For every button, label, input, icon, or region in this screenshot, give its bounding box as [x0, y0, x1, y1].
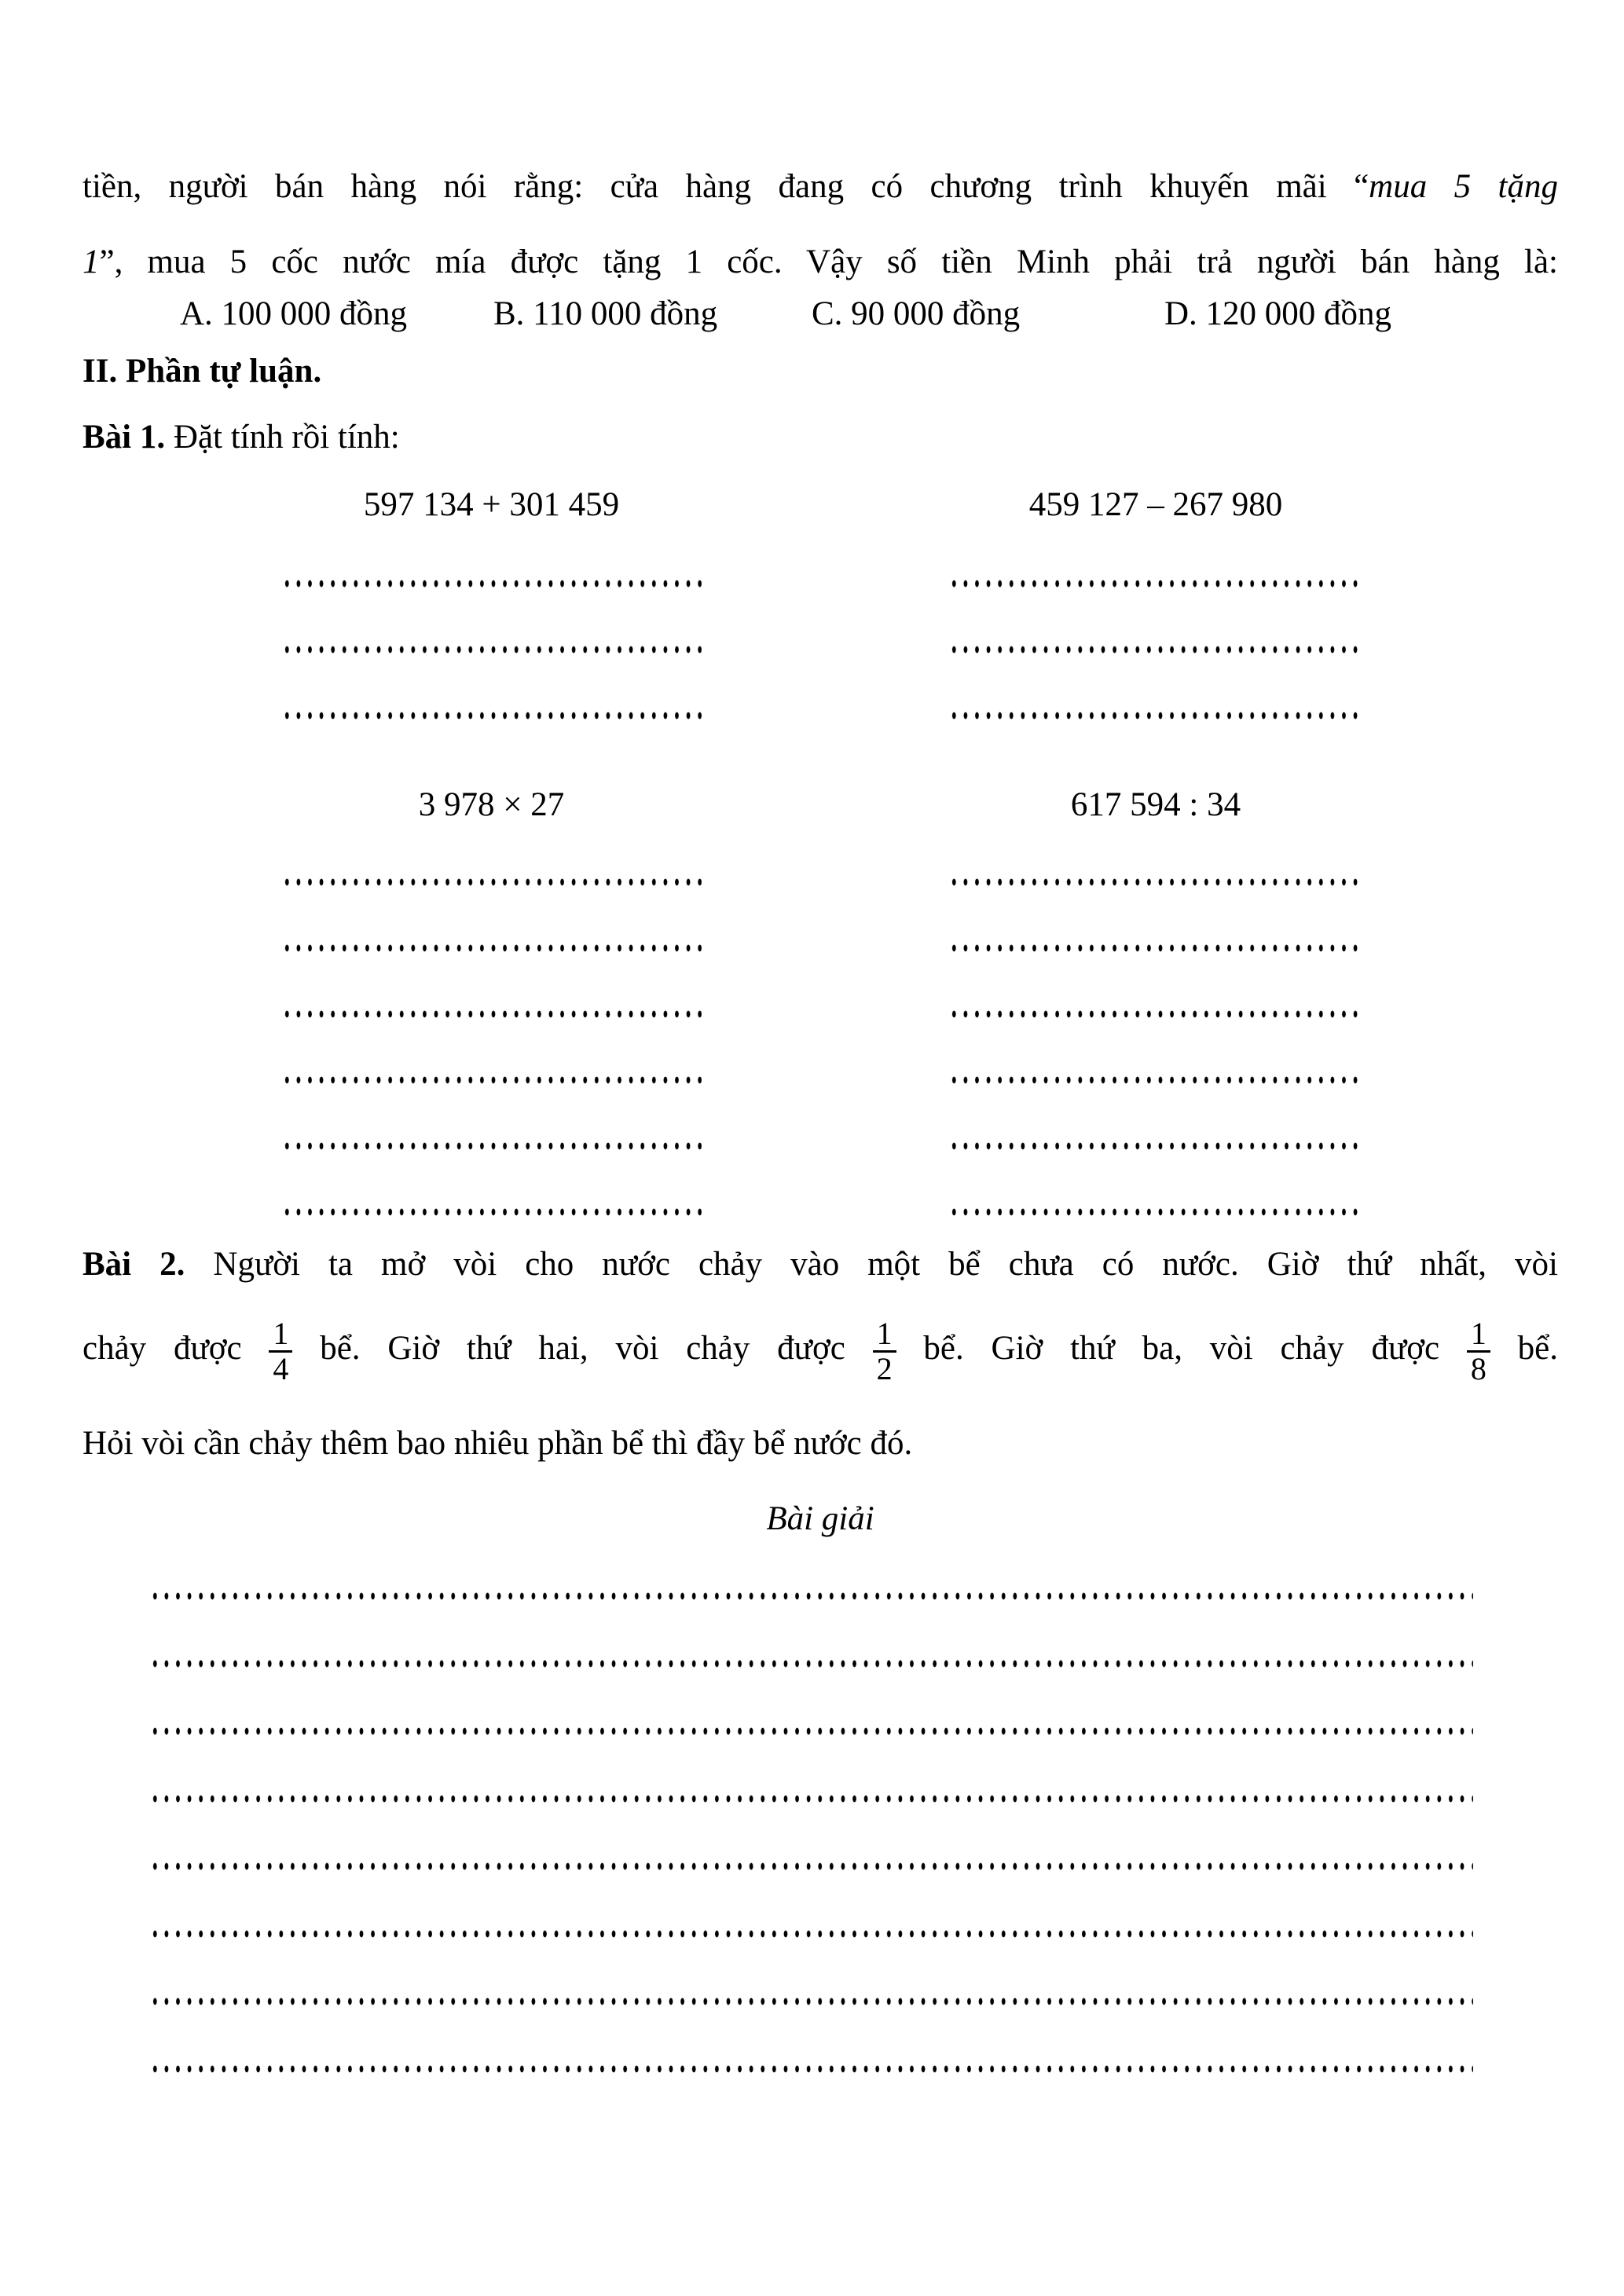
- fraction-one-fourth: [269, 1317, 292, 1386]
- solution-dotline: [149, 1794, 1473, 1803]
- fraction-denominator: 4: [269, 1350, 292, 1386]
- intro-line-2-italic: 1: [82, 244, 100, 280]
- math-expression-multiplication: 3 978 × 27: [418, 786, 565, 823]
- bai2-line-1-text: Người ta mở vòi cho nước chảy vào một bể chưa có nước. Giờ thứ nhất, vòi: [185, 1246, 1558, 1283]
- answer-dotline: [948, 645, 1363, 654]
- answer-dotline: [948, 1207, 1363, 1217]
- answer-dotline-row: [82, 711, 1558, 720]
- answer-dotline: [281, 579, 702, 588]
- answer-dotline: [948, 1075, 1363, 1085]
- solution-dotline: [149, 1591, 1473, 1601]
- intro-line-1: [82, 149, 1558, 225]
- bai2-seg-3: bể.: [1517, 1330, 1559, 1367]
- answer-dotline: [948, 877, 1363, 887]
- solution-dotline: [149, 1659, 1473, 1668]
- answer-dotline: [948, 943, 1363, 953]
- answer-dotline: [948, 579, 1363, 588]
- bai2-line-1: [82, 1240, 1558, 1290]
- math-expression-addition: 597 134 + 301 459: [363, 486, 620, 523]
- bai2-seg-0: chảy được: [82, 1330, 242, 1367]
- answer-dotline: [281, 943, 702, 953]
- answer-dotline: [281, 645, 702, 654]
- bai2-line-2: [82, 1290, 1558, 1408]
- answer-dotline-row: [82, 1009, 1558, 1019]
- section-ii-heading: II. Phần tự luận.: [82, 353, 322, 390]
- solution-dotline: [149, 1727, 1473, 1736]
- solution-dotline: [149, 1929, 1473, 1939]
- bai1-instruction: Đặt tính rồi tính:: [165, 419, 400, 456]
- fraction-numerator: 1: [876, 1315, 893, 1351]
- answer-dotline: [281, 877, 702, 887]
- bai1-expression-row-2: [82, 785, 1558, 825]
- solution-answer-lines: [82, 1591, 1558, 2132]
- bai2-label: Bài 2.: [82, 1246, 185, 1283]
- fraction-one-eighth: [1467, 1317, 1490, 1386]
- bai2-line-3: Hỏi vòi cần chảy thêm bao nhiêu phần bể thì đầy bể nước đó.: [82, 1425, 913, 1462]
- intro-line-2: [82, 225, 1558, 300]
- bai2-seg-2: bể. Giờ thứ ba, vòi chảy được: [923, 1330, 1440, 1367]
- bai1-heading: [82, 418, 1558, 457]
- bai2-seg-1: bể. Giờ thứ hai, vòi chảy được: [320, 1330, 845, 1367]
- answer-dotline-row: [82, 1141, 1558, 1151]
- bai1-answer-lines-top: [82, 579, 1558, 777]
- bai1-label: Bài 1.: [82, 419, 166, 456]
- math-expression-subtraction: 459 127 – 267 980: [1028, 486, 1283, 523]
- answer-dotline: [948, 711, 1363, 720]
- bai1-answer-lines-bottom: [82, 877, 1558, 1273]
- answer-dotline: [281, 711, 702, 720]
- answer-dotline-row: [82, 877, 1558, 887]
- answer-dotline-row: [82, 1075, 1558, 1085]
- solution-heading: Bài giải: [766, 1500, 874, 1537]
- solution-dotline: [149, 2064, 1473, 2074]
- answer-dotline: [948, 1141, 1363, 1151]
- answer-dotline-row: [82, 579, 1558, 588]
- answer-dotline-row: [82, 943, 1558, 953]
- bai2-problem: [82, 1240, 1558, 1544]
- fraction-denominator: 2: [873, 1350, 896, 1386]
- fraction-one-half: [873, 1317, 896, 1386]
- intro-paragraph: [82, 149, 1558, 300]
- math-expression-division: 617 594 : 34: [1070, 786, 1241, 823]
- answer-dotline: [281, 1009, 702, 1019]
- solution-dotline: [149, 1997, 1473, 2006]
- intro-line-2-text: ”, mua 5 cốc nước mía được tặng 1 cốc. Vậy số tiền Minh phải trả người bán hàng là:: [99, 244, 1558, 280]
- solution-dotline: [149, 1862, 1473, 1871]
- fraction-denominator: 8: [1467, 1350, 1490, 1386]
- bai1-expression-row-1: [82, 485, 1558, 525]
- option-d: D. 120 000 đồng: [1164, 295, 1392, 332]
- fraction-numerator: 1: [273, 1315, 289, 1351]
- answer-dotline: [281, 1141, 702, 1151]
- answer-dotline-row: [82, 645, 1558, 654]
- fraction-numerator: 1: [1470, 1315, 1487, 1351]
- intro-line-1-text: tiền, người bán hàng nói rằng: cửa hàng đang có chương trình khuyến mãi “: [82, 168, 1369, 205]
- answer-dotline: [281, 1075, 702, 1085]
- promo-name-italic: mua 5 tặng: [1369, 168, 1558, 205]
- answer-dotline: [281, 1207, 702, 1217]
- answer-dotline-row: [82, 1207, 1558, 1217]
- option-a: A. 100 000 đồng: [180, 295, 408, 332]
- answer-dotline: [948, 1009, 1363, 1019]
- options-row: [82, 292, 1558, 336]
- option-c: C. 90 000 đồng: [812, 295, 1021, 332]
- option-b: B. 110 000 đồng: [493, 295, 718, 332]
